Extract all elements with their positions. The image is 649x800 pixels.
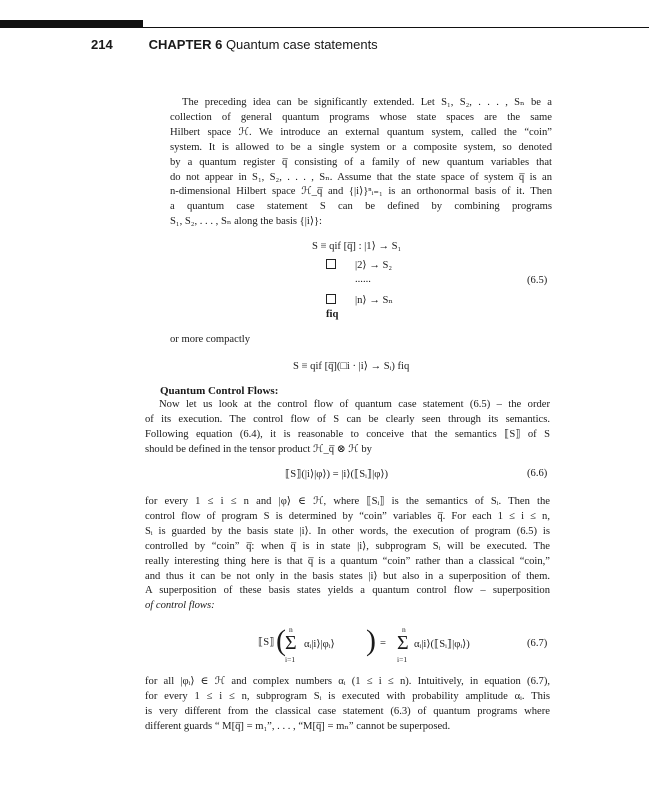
text-line: and thus it can be not only in the basis states |i⟩ but also in a superposition of them. bbox=[145, 570, 550, 582]
paragraph-semantics bbox=[145, 495, 550, 614]
paren-close: ) bbox=[366, 624, 376, 657]
text-line: A superposition of these basis states yields a quantum control flow – superposition bbox=[145, 585, 550, 597]
eq-fiq: fiq bbox=[326, 309, 339, 320]
eq-line: |n⟩ → Sₙ bbox=[355, 295, 393, 306]
text-line: S₁, S₂, . . . , Sₙ along the basis {|i⟩}: bbox=[170, 216, 322, 228]
eq-line: ...... bbox=[355, 274, 371, 285]
text-line: of control flows: bbox=[145, 600, 215, 612]
running-head bbox=[91, 37, 378, 52]
text-line: control flow of program S is determined by “coin” variables q̅. For each 1 ≤ i ≤ n, bbox=[145, 510, 550, 522]
eq-line: |2⟩ → S₂ bbox=[355, 260, 393, 271]
equation-number: (6.5) bbox=[527, 275, 548, 286]
equation-number: (6.6) bbox=[527, 468, 548, 479]
sum-upper: n bbox=[402, 625, 406, 634]
sum-upper: n bbox=[289, 625, 293, 634]
equation-number: (6.7) bbox=[527, 638, 548, 649]
sigma-icon: Σ bbox=[285, 632, 297, 654]
text-line: n-dimensional Hilbert space ℋ_q̅ and {|i⟩}ⁿᵢ₌₁ is an orthonormal basis of it. Then bbox=[170, 186, 552, 198]
text-line: Hilbert space ℋ. We introduce an external quantum system, called the “coin” bbox=[170, 126, 552, 138]
chapter-title: Quantum case statements bbox=[225, 37, 378, 52]
text-line: The preceding idea can be significantly extended. Let S₁, S₂, . . . , Sₙ be a bbox=[182, 97, 552, 108]
text-line: a quantum case statement S can be defined by combining programs bbox=[170, 201, 552, 213]
equals: = bbox=[380, 638, 386, 649]
equation-compact: S ≡ qif [q̅](□i · |i⟩ → Sᵢ) fiq bbox=[293, 361, 410, 372]
text-line: is very different from the classical case statement (6.3) of quantum programs where bbox=[145, 705, 550, 717]
eq-lhs: ⟦S⟧ bbox=[258, 637, 275, 648]
text-line: different guards “ M[q̅] = m₁”, . . . , “M[q̅] = mₙ” cannot be superposed. bbox=[145, 720, 451, 732]
text-line: Sᵢ is guarded by the basis state |i⟩. In other words, the execution of program (6.5) is bbox=[145, 525, 550, 537]
compact-intro: or more compactly bbox=[170, 334, 251, 345]
text-line: for all |φᵢ⟩ ∈ ℋ and complex numbers αᵢ (1 ≤ i ≤ n). Intuitively, in equation (6.7), bbox=[145, 676, 550, 687]
text-line: controlled by “coin” q̅: when q̅ is in state |i⟩, subprogram Sᵢ will be executed. The bbox=[145, 540, 550, 552]
equation-6-6: ⟦S⟧(|i⟩|φ⟩) = |i⟩(⟦Sᵢ⟧|φ⟩) bbox=[285, 469, 389, 480]
paragraph-control-flow bbox=[145, 398, 550, 458]
text-line: should be defined in the tensor product ℋ_q̅ ⊗ ℋ by bbox=[145, 443, 372, 455]
paren-open: ( bbox=[276, 624, 286, 657]
header-bar bbox=[0, 20, 143, 28]
header-rule bbox=[143, 27, 649, 28]
text-line: collection of general quantum programs whose state spaces are the same bbox=[170, 111, 552, 123]
chapter-label: CHAPTER 6 bbox=[148, 37, 223, 52]
eq-line: S ≡ qif [q̅] : |1⟩ → S₁ bbox=[312, 241, 402, 252]
sum-lower: i=1 bbox=[285, 655, 296, 664]
text-line: for every 1 ≤ i ≤ n, subprogram Sᵢ is executed with probability amplitude αᵢ. This bbox=[145, 690, 550, 702]
text-line: for every 1 ≤ i ≤ n and |φ⟩ ∈ ℋ, where ⟦Sᵢ⟧ is the semantics of Sᵢ. Then the bbox=[145, 496, 550, 507]
text-line: of its execution. The control flow of S can be clearly seen through its semantics. bbox=[145, 413, 550, 425]
text-line: system. It is allowed to be a single system or a composite system, so denoted bbox=[170, 141, 552, 153]
text-line: Following equation (6.4), it is reasonable to conceive that the semantics ⟦S⟧ of S bbox=[145, 428, 550, 440]
box-icon bbox=[326, 259, 336, 271]
sigma-icon: Σ bbox=[397, 632, 409, 654]
text-line: by a quantum register q̅ consisting of a family of new quantum variables that bbox=[170, 156, 552, 168]
eq-rhs-term: αᵢ|i⟩(⟦Sᵢ⟧|φᵢ⟩) bbox=[414, 639, 470, 650]
paragraph-conclusion bbox=[145, 675, 550, 735]
page-number: 214 bbox=[91, 37, 113, 52]
box-icon bbox=[326, 294, 336, 306]
text-line: Now let us look at the control flow of quantum case statement (6.5) – the order bbox=[159, 399, 550, 410]
section-heading: Quantum Control Flows: bbox=[160, 385, 279, 397]
paragraph-intro bbox=[170, 96, 552, 230]
text-line: do not appear in S₁, S₂, . . . , Sₙ. Assume that the state space of system q̅ is an bbox=[170, 171, 552, 183]
text-line: really interesting thing here is that q̅ is a quantum “coin” rather than a classical “coin,” bbox=[145, 555, 550, 567]
eq-lhs-term: αᵢ|i⟩|φᵢ⟩ bbox=[304, 639, 335, 650]
sum-lower: i=1 bbox=[397, 655, 408, 664]
